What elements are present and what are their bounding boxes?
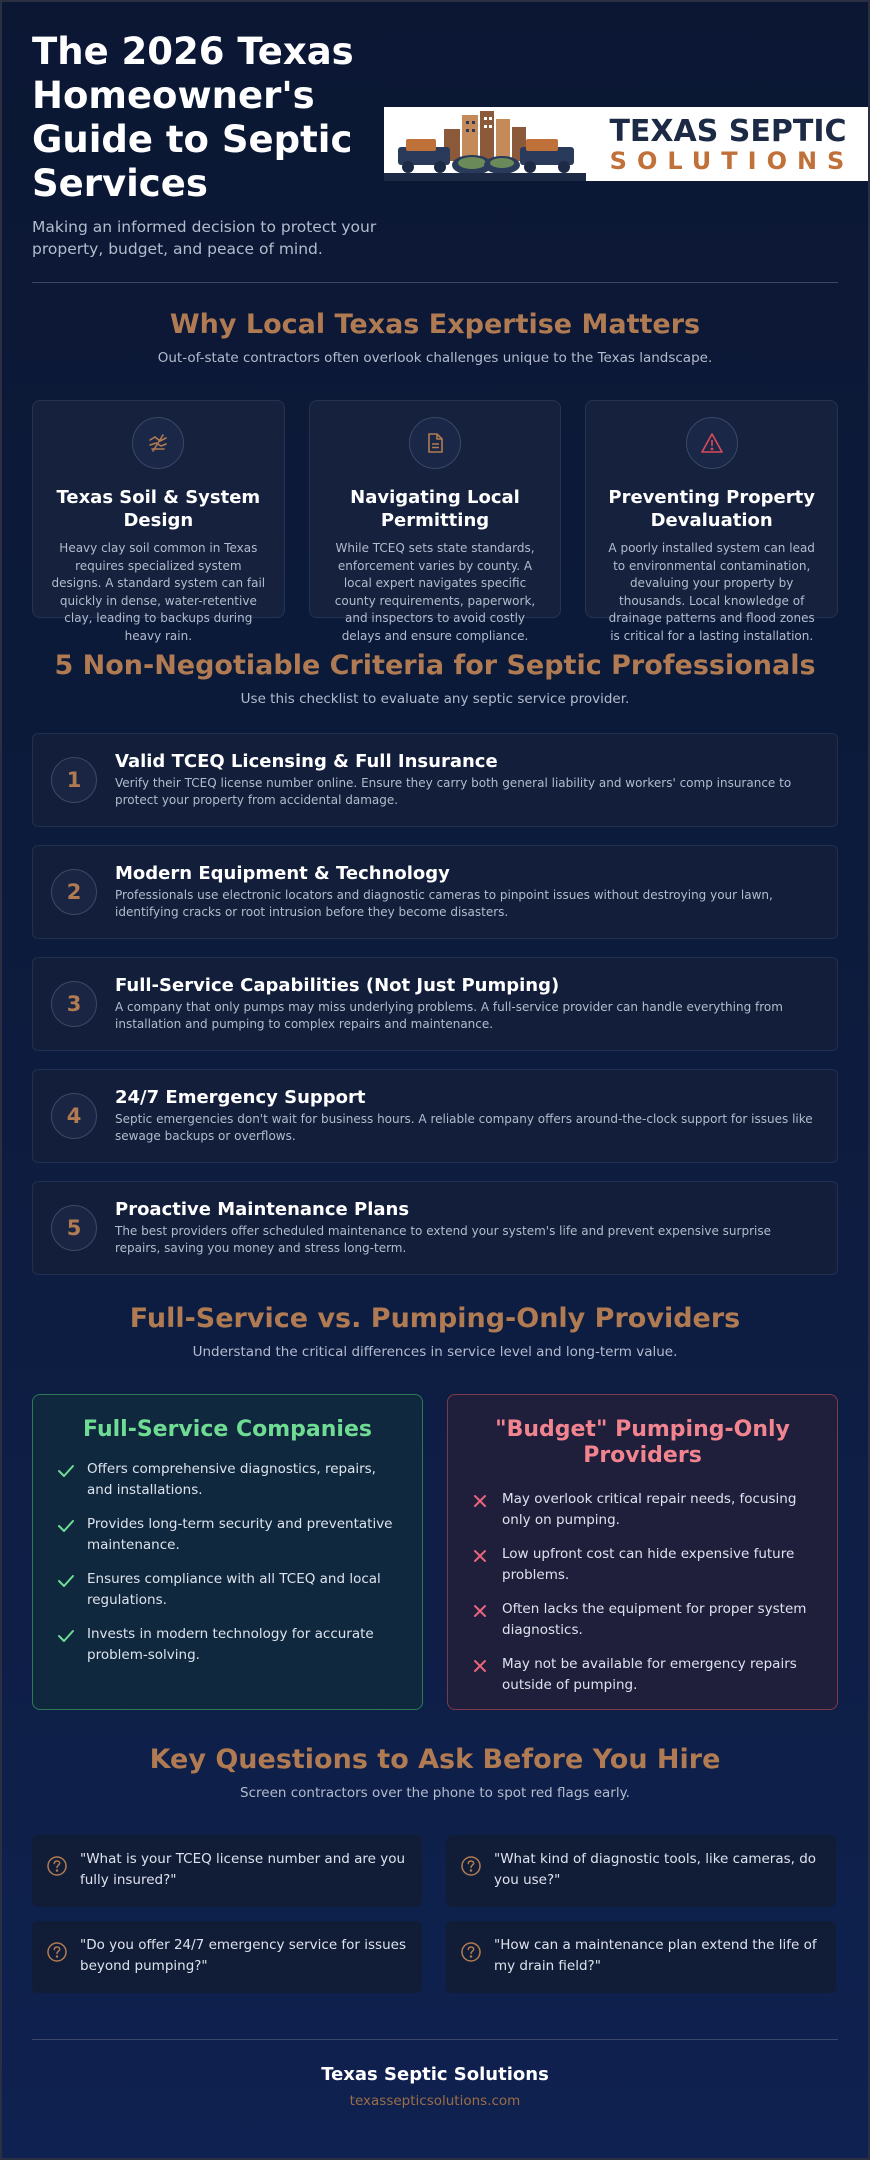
full-service-item (57, 1514, 398, 1556)
pumping-only-item-text: May overlook critical repair needs, focusing only on pumping. (502, 1491, 797, 1528)
why-card-title: Texas Soil & System Design (56, 487, 261, 531)
question-card (32, 1921, 422, 1993)
criteria-item (32, 733, 838, 827)
logo-line1: TEXAS SEPTIC (609, 114, 847, 149)
pumping-only-item (472, 1599, 813, 1641)
questions-title: Key Questions to Ask Before You Hire (149, 1744, 721, 1775)
pumping-only-title: "Budget" Pumping-Only Providers (495, 1417, 790, 1468)
criteria-item-title: 24/7 Emergency Support (115, 1086, 366, 1108)
why-title: Why Local Texas Expertise Matters (169, 309, 701, 340)
criteria-item-text: The best providers offer scheduled maintenance to extend your system's life and prevent expensive surprise repairs, saving you money and stress long-term. (115, 1223, 771, 1255)
question-card (32, 1835, 422, 1907)
criteria-item (32, 845, 838, 939)
criteria-item-text: Verify their TCEQ license number online. Ensure they carry both general liability and workers' comp insurance to protect your property from accidental damage. (115, 775, 792, 807)
company-logo (384, 107, 870, 181)
full-service-card (32, 1394, 423, 1710)
pumping-only-item (472, 1654, 813, 1696)
page-subtitle: Making an informed decision to protect your property, budget, and peace of mind. (32, 218, 377, 258)
cross-icon (472, 1548, 498, 1567)
question-text: "How can a maintenance plan extend the life of my drain field?" (494, 1937, 817, 1974)
pumping-only-item-text: Often lacks the equipment for proper system diagnostics. (502, 1601, 807, 1638)
comparison-section (32, 1293, 838, 1710)
criteria-item-title: Proactive Maintenance Plans (115, 1198, 410, 1220)
cross-icon (472, 1493, 498, 1512)
page-title: The 2026 Texas Homeowner's Guide to Septic Services (32, 30, 354, 205)
why-local-section (32, 283, 838, 643)
question-text: "What kind of diagnostic tools, like cameras, do you use?" (494, 1851, 817, 1888)
check-icon (57, 1463, 83, 1482)
header (32, 0, 855, 282)
logo-line2: SOLUTIONS (609, 147, 855, 175)
criteria-subtitle: Use this checklist to evaluate any septic service provider. (240, 691, 630, 707)
warning-icon (686, 417, 738, 469)
why-card-permitting (309, 400, 562, 643)
criteria-section (32, 618, 838, 1275)
criteria-item-title: Modern Equipment & Technology (115, 862, 450, 884)
criteria-number: 3 (51, 981, 97, 1027)
criteria-item (32, 1069, 838, 1163)
check-icon (57, 1518, 83, 1537)
question-mark-icon (46, 1941, 68, 1963)
questions-section (32, 1710, 838, 1993)
question-text: "What is your TCEQ license number and are you fully insured?" (80, 1851, 406, 1888)
full-service-item (57, 1459, 398, 1501)
why-card-soil (32, 400, 285, 643)
why-card-title: Navigating Local Permitting (350, 487, 520, 531)
full-service-item (57, 1624, 398, 1666)
criteria-item-title: Valid TCEQ Licensing & Full Insurance (115, 750, 498, 772)
soil-icon (132, 417, 184, 469)
full-service-item-text: Offers comprehensive diagnostics, repairs, and installations. (87, 1461, 376, 1498)
question-text: "Do you offer 24/7 emergency service for issues beyond pumping?" (80, 1937, 406, 1974)
pumping-only-item-text: May not be available for emergency repairs outside of pumping. (502, 1656, 797, 1693)
criteria-number: 1 (51, 757, 97, 803)
criteria-item-text: A company that only pumps may miss underlying problems. A full-service provider can handle everything from installation and pumping to complex repairs and maintenance. (115, 999, 783, 1031)
criteria-item (32, 1181, 838, 1275)
question-mark-icon (46, 1855, 68, 1877)
comparison-title: Full-Service vs. Pumping-Only Providers (129, 1303, 741, 1334)
full-service-item-text: Ensures compliance with all TCEQ and local regulations. (87, 1571, 381, 1608)
criteria-item-text: Professionals use electronic locators and diagnostic cameras to pinpoint issues without destroying your lawn, identifying cracks or root intrusion before they become disasters. (115, 887, 773, 919)
criteria-number: 2 (51, 869, 97, 915)
footer-website-link[interactable]: texassepticsolutions.com (349, 2093, 521, 2109)
criteria-item (32, 957, 838, 1051)
question-mark-icon (460, 1855, 482, 1877)
question-card (446, 1921, 836, 1993)
check-icon (57, 1573, 83, 1592)
why-card-text: Heavy clay soil common in Texas requires specialized system designs. A standard system can fail quickly in dense, water-retentive clay, leading to backups during heavy rain. (51, 541, 266, 643)
full-service-item-text: Provides long-term security and preventative maintenance. (87, 1516, 393, 1553)
question-card (446, 1835, 836, 1907)
criteria-number: 5 (51, 1205, 97, 1251)
why-card-text: While TCEQ sets state standards, enforcement varies by county. A local expert navigates specific county requirements, paperwork, and inspectors to avoid costly delays and ensure compliance. (334, 541, 536, 643)
check-icon (57, 1628, 83, 1647)
criteria-item-title: Full-Service Capabilities (Not Just Pumping) (115, 974, 560, 996)
comparison-subtitle: Understand the critical differences in service level and long-term value. (192, 1344, 678, 1360)
full-service-item (57, 1569, 398, 1611)
questions-subtitle: Screen contractors over the phone to spot red flags early. (240, 1785, 630, 1801)
pumping-only-card (447, 1394, 838, 1710)
cross-icon (472, 1658, 498, 1677)
pumping-only-item-text: Low upfront cost can hide expensive future problems. (502, 1546, 795, 1583)
logo-wordmark (586, 107, 870, 181)
criteria-item-text: Septic emergencies don't wait for business hours. A reliable company offers around-the-clock support for issues like sewage backups or overflows. (115, 1111, 813, 1143)
footer-divider (32, 2039, 838, 2040)
why-card-text: A poorly installed system can lead to environmental contamination, devaluing your property by thousands. Local knowledge of drainage patterns and flood zones is critical for a lasting installation. (608, 541, 815, 643)
why-card-title: Preventing Property Devaluation (608, 487, 815, 531)
question-mark-icon (460, 1941, 482, 1963)
pumping-only-item (472, 1544, 813, 1586)
full-service-title: Full-Service Companies (83, 1417, 372, 1442)
cross-icon (472, 1603, 498, 1622)
document-icon (409, 417, 461, 469)
criteria-number: 4 (51, 1093, 97, 1139)
criteria-title: 5 Non-Negotiable Criteria for Septic Professionals (54, 650, 816, 681)
footer-company-name: Texas Septic Solutions (321, 2064, 549, 2085)
why-subtitle: Out-of-state contractors often overlook challenges unique to the Texas landscape. (157, 350, 713, 366)
logo-illustration (384, 107, 586, 181)
full-service-item-text: Invests in modern technology for accurate problem-solving. (87, 1626, 374, 1663)
why-card-devaluation (585, 400, 838, 643)
pumping-only-item (472, 1489, 813, 1531)
footer (32, 1993, 838, 2109)
